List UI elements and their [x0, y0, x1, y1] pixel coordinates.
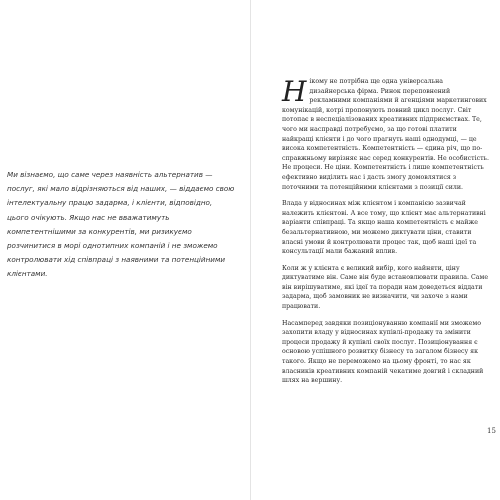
body-paragraph-4: Насамперед завдяки позиціонуванню компанії ми зможемо захопити владу у відносинах купівлі-продажу та змінити процеси продажу й купівлі своїх послуг. Позиціонування є основою успішного розвитку бізнесу та загалом бізнесу як такого. Якщо не переможемо на цьому фронті, то нас як власників креативних компаній чекатиме довгий і складний шлях на вершину.	[282, 319, 484, 385]
body-paragraph-1	[282, 77, 490, 192]
body-paragraph-3: Коли ж у клієнта є великий вибір, кого найняти, ціну диктуватиме він. Саме він буде встановлювати правила. Саме він вирішуватиме, які ідеї та поради нам доведеться віддати задарма, щоб замовник не визначити, чи захоче з нами працювати.	[282, 264, 489, 311]
left-page-quote	[7, 168, 235, 282]
right-page-body	[282, 77, 490, 393]
body-paragraph-2: Влада у відносинах між клієнтом і компанією зазвичай належить клієнтові. А все тому, що клієнт має альтернативні варіанти співпраці. Та якщо наша компетентність є майже безальтернативною, ми можемо диктувати ціни, ставити власні умови й контролювати процес так, щоб наші ідеї та консультації мали бажаний вплив.	[282, 200, 486, 256]
drop-cap: Н	[282, 75, 307, 108]
pull-quote-text: Ми візнаємо, що саме через наявність альтернатив — послуг, які мало відрізняються від наших, — віддаємо свою інтелектуальну працю задарма, і клієнти, відповідно, цього очікують. Якщо нас не вважатимуть компетентнішими за конкурентів, ми ризикуємо розчинитися в морі однотипних компаній і не зможемо контролювати хід співпраці з наявними та потенційними клієнтами.	[7, 170, 235, 279]
page-gutter	[250, 0, 251, 500]
page-number: 15	[487, 427, 496, 435]
body-paragraph-1-text: ікому не потрібна ще одна універсальна дизайнерська фірма. Ринок переповнений рекламними компаніями й агенціями маркетингових комунікацій, котрі пропонують повний цикл послуг. Світ потопає в неспеціалізованих креативних підприємствах. Те, чого ми насправді потребуємо, за що готові платити найкращі клієнти і до чого прагнуть наші однодумці, — це висока компетентність. Компетентність — єдина річ, що по-справжньому вирізняє нас серед конкурентів. Не особистість. Не процеси. Не ціни. Компетентність і лише компетентність ефективно виділить нас і дасть змогу домовлятися з поточними та потенційними клієнтами з позиції сили.	[282, 78, 489, 191]
